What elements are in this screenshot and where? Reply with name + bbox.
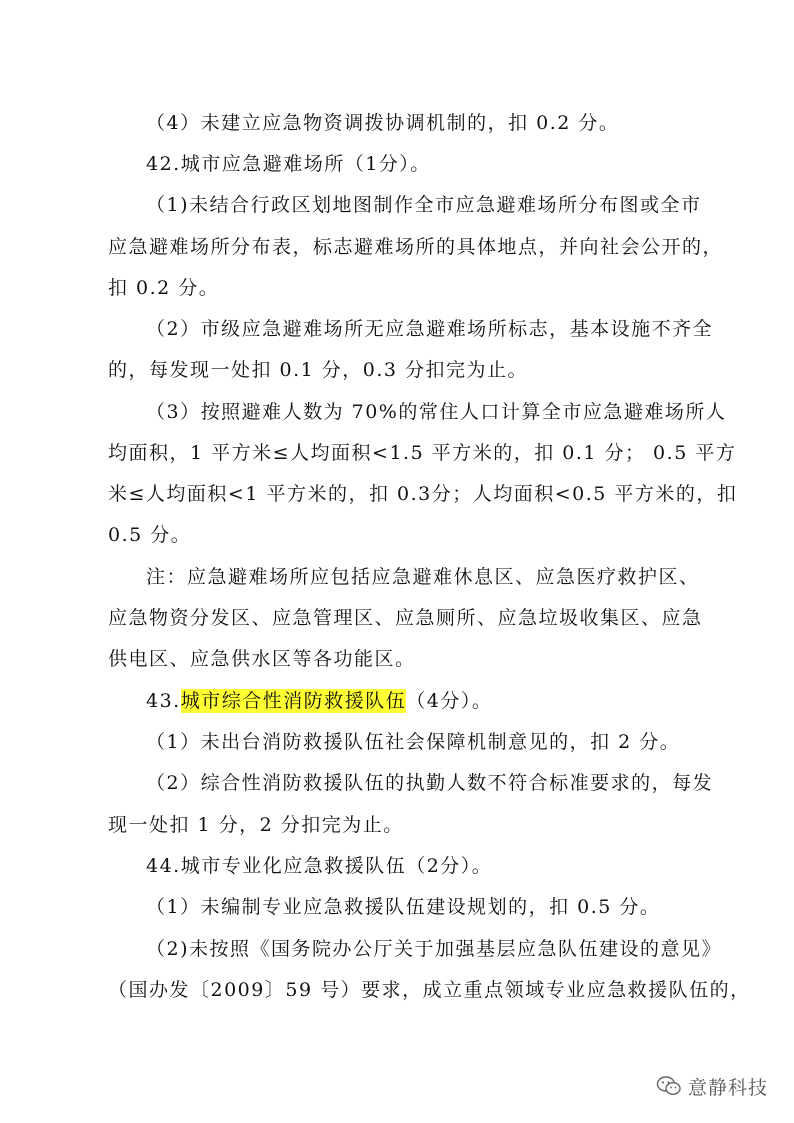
section-heading-43 — [146, 684, 688, 718]
text-line: 应急避难场所分布表，标志避难场所的具体地点，并向社会公开的， — [108, 236, 724, 258]
section-heading-42: 42.城市应急避难场所（1分）。 — [146, 153, 431, 175]
note-line: 应急物资分发区、应急管理区、应急厕所、应急垃圾收集区、应急 — [108, 607, 703, 629]
section-score: （4分）。 — [406, 690, 493, 712]
text-line: （2）市级应急避难场所无应急避难场所标志，基本设施不齐全 — [146, 318, 714, 340]
highlighted-title: 城市综合性消防救援队伍 — [180, 690, 407, 712]
section-number: 43. — [146, 690, 181, 712]
wechat-icon — [656, 1075, 682, 1097]
text-line: 扣 0.2 分。 — [108, 277, 220, 299]
note-line: 供电区、应急供水区等各功能区。 — [108, 648, 416, 670]
text-line: （2）综合性消防救援队伍的执勤人数不符合标准要求的，每发 — [146, 772, 714, 794]
text-line: （3）按照避难人数为 70%的常住人口计算全市应急避难场所人 — [146, 401, 727, 423]
note-line: 注：应急避难场所应包括应急避难休息区、应急医疗救护区、 — [146, 566, 700, 588]
text-line: （1）未编制专业应急救援队伍建设规划的，扣 0.5 分。 — [146, 896, 661, 918]
text-line: 0.5 分。 — [108, 524, 192, 546]
text-line: 的，每发现一处扣 0.1 分，0.3 分扣完为止。 — [108, 359, 529, 381]
watermark — [656, 1068, 768, 1104]
text-line: 米≤人均面积<1 平方米的，扣 0.3分；人均面积<0.5 平方米的，扣 — [108, 483, 738, 505]
text-line: （2)未按照《国务院办公厅关于加强基层应急队伍建设的意见》 — [146, 938, 723, 960]
text-line: 均面积，1 平方米≤人均面积<1.5 平方米的，扣 0.1 分； 0.5 平方 — [108, 442, 737, 464]
text-line: 现一处扣 1 分，2 分扣完为止。 — [108, 814, 404, 836]
section-heading-44: 44.城市专业化应急救援队伍（2分）。 — [146, 855, 493, 877]
watermark-text: 意静科技 — [687, 1076, 768, 1099]
text-line: （4）未建立应急物资调拨协调机制的，扣 0.2 分。 — [146, 112, 620, 134]
text-line: （1）未出台消防救援队伍社会保障机制意见的，扣 2 分。 — [146, 731, 681, 753]
text-line: （国办发〔2009〕59 号）要求，成立重点领域专业应急救援队伍的， — [108, 979, 751, 1001]
text-line: （1)未结合行政区划地图制作全市应急避难场所分布图或全市 — [146, 194, 702, 216]
